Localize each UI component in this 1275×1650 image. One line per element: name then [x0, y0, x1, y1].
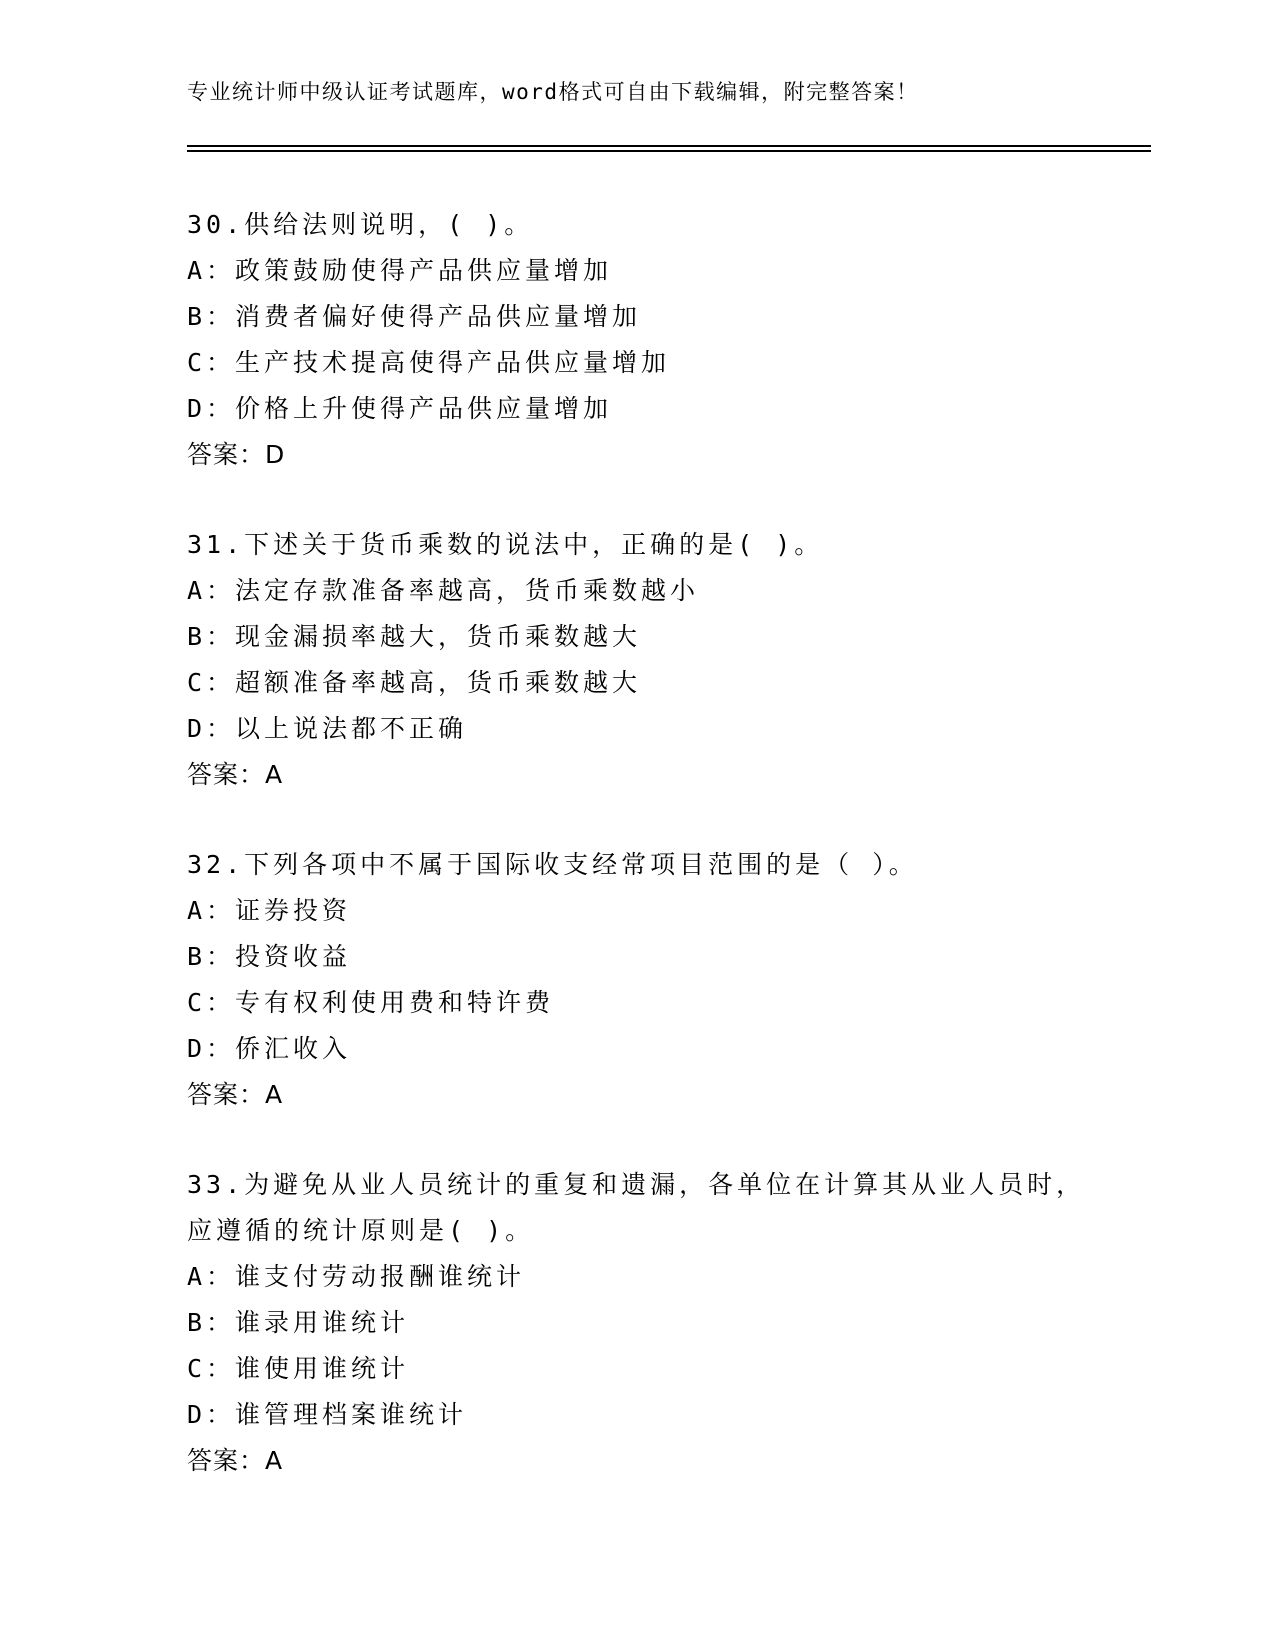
option-c: C：谁使用谁统计	[187, 1354, 410, 1383]
question-31	[187, 522, 1087, 798]
option-a: A：谁支付劳动报酬谁统计	[187, 1262, 526, 1291]
answer: 答案：D	[187, 440, 286, 469]
option-d: D：侨汇收入	[187, 1034, 352, 1063]
option-b: B：现金漏损率越大，货币乘数越大	[187, 622, 642, 651]
answer: 答案：A	[187, 1446, 284, 1475]
option-b: B：投资收益	[187, 942, 352, 971]
option-a: A：法定存款准备率越高，货币乘数越小	[187, 576, 700, 605]
option-b: B：消费者偏好使得产品供应量增加	[187, 302, 642, 331]
answer: 答案：A	[187, 1080, 284, 1109]
option-c: C：超额准备率越高，货币乘数越大	[187, 668, 642, 697]
answer: 答案：A	[187, 760, 284, 789]
question-32	[187, 842, 1087, 1118]
option-d: D：价格上升使得产品供应量增加	[187, 394, 613, 423]
question-list	[187, 202, 1087, 1528]
question-stem: 31.下述关于货币乘数的说法中，正确的是( )。	[187, 530, 824, 559]
question-stem-continued: 应遵循的统计原则是( )。	[187, 1216, 535, 1245]
option-c: C：生产技术提高使得产品供应量增加	[187, 348, 671, 377]
option-d: D：谁管理档案谁统计	[187, 1400, 468, 1429]
option-b: B：谁录用谁统计	[187, 1308, 410, 1337]
header-rule-top	[187, 145, 1151, 147]
header-rule-bottom	[187, 150, 1151, 152]
question-33	[187, 1162, 1087, 1484]
option-c: C：专有权利使用费和特许费	[187, 988, 555, 1017]
option-a: A：证券投资	[187, 896, 352, 925]
question-30	[187, 202, 1087, 478]
option-d: D：以上说法都不正确	[187, 714, 468, 743]
question-stem: 32.下列各项中不属于国际收支经常项目范围的是（ ）。	[187, 850, 918, 879]
page-header: 专业统计师中级认证考试题库，word格式可自由下载编辑，附完整答案！	[187, 80, 919, 104]
option-a: A：政策鼓励使得产品供应量增加	[187, 256, 613, 285]
question-stem: 33.为避免从业人员统计的重复和遗漏，各单位在计算其从业人员时，	[187, 1170, 1086, 1199]
question-stem: 30.供给法则说明，( )。	[187, 210, 534, 239]
